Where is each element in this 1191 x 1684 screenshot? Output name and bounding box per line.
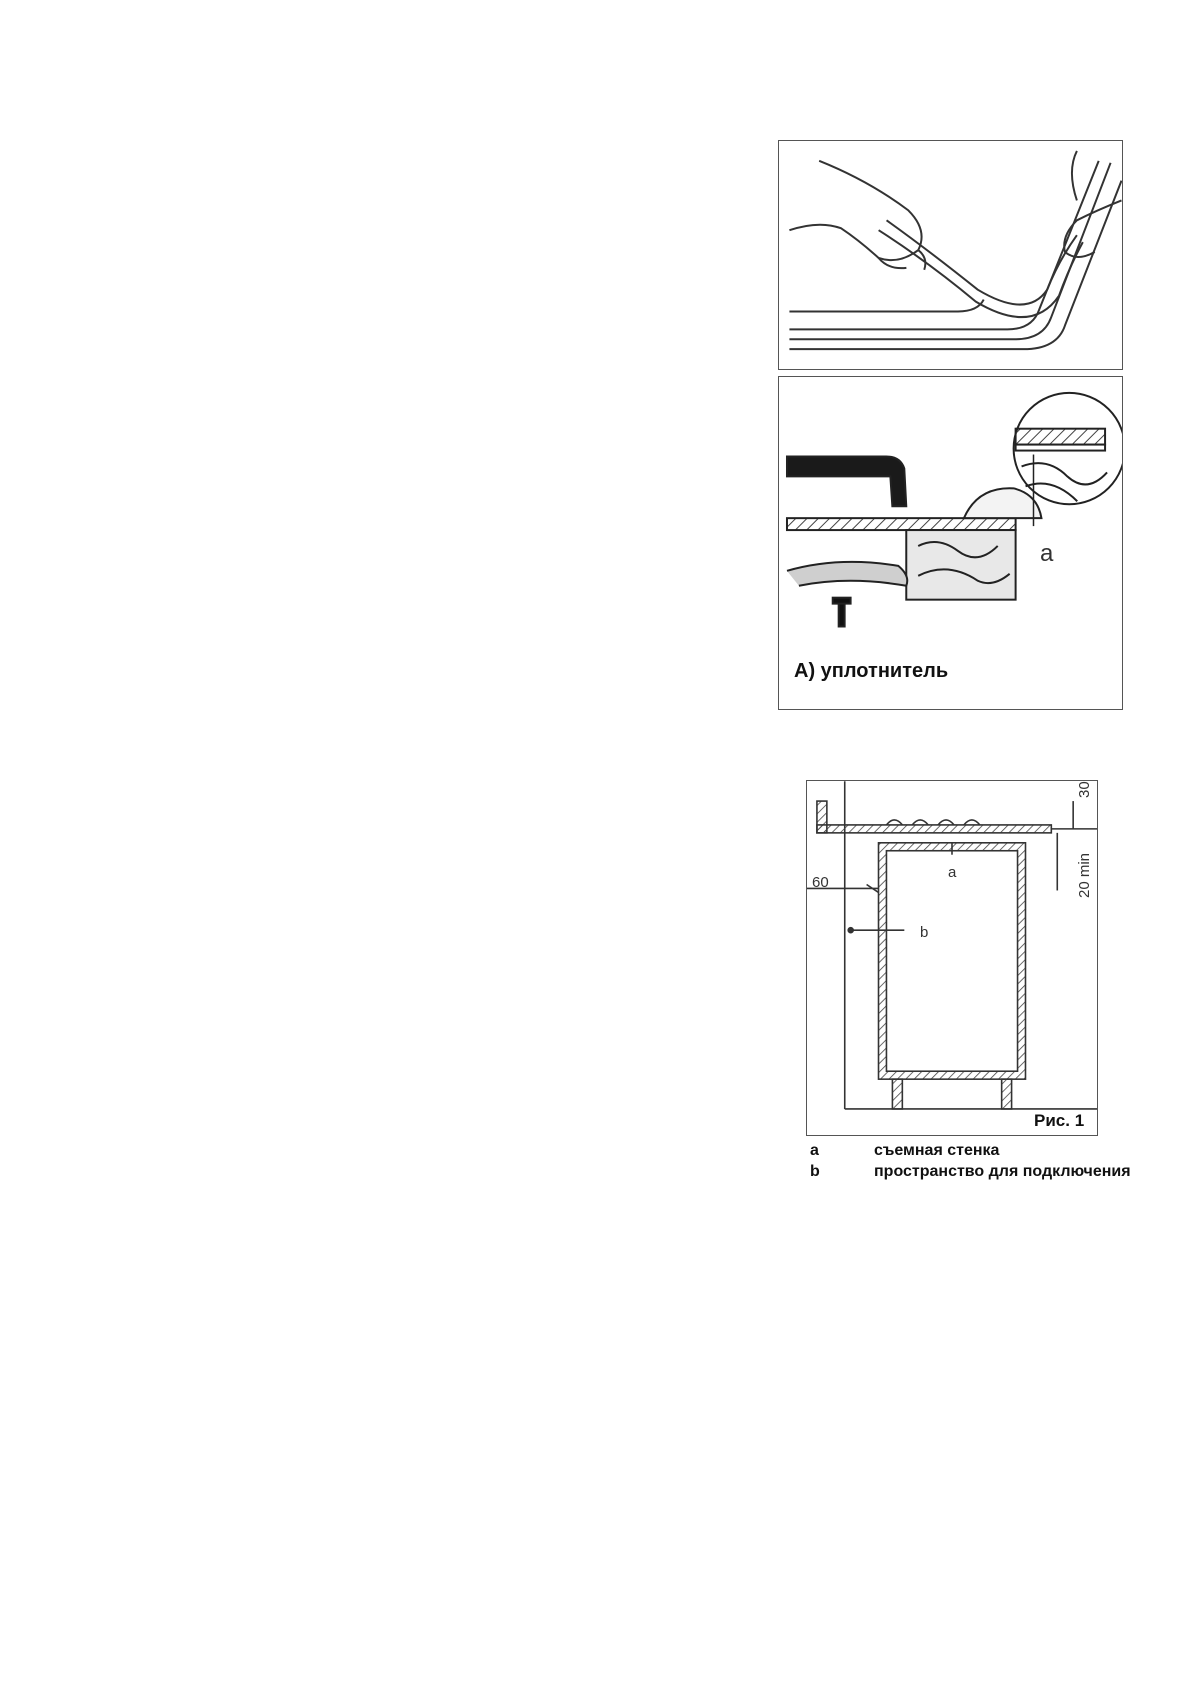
seal-fitting-drawing — [779, 141, 1122, 369]
seal-caption: A) уплотнитель — [794, 660, 949, 682]
legend-key: a — [810, 1142, 819, 1159]
dimension-60: 60 — [812, 874, 829, 891]
diagram-label-a: a — [948, 864, 957, 881]
installation-drawing — [807, 781, 1097, 1135]
seal-label-a: a — [1040, 540, 1054, 567]
seal-fitting-illustration — [778, 140, 1123, 370]
figure-caption: Рис. 1 — [1034, 1111, 1085, 1130]
installation-diagram — [806, 780, 1098, 1136]
legend-key: b — [810, 1163, 820, 1180]
legend-text: съемная стенка — [874, 1142, 1000, 1159]
legend-text: пространство для подключения — [874, 1163, 1131, 1180]
dimension-20-min: 20 min — [1076, 852, 1093, 898]
dimension-30: 30 — [1076, 781, 1093, 798]
diagram-label-b: b — [920, 924, 929, 941]
